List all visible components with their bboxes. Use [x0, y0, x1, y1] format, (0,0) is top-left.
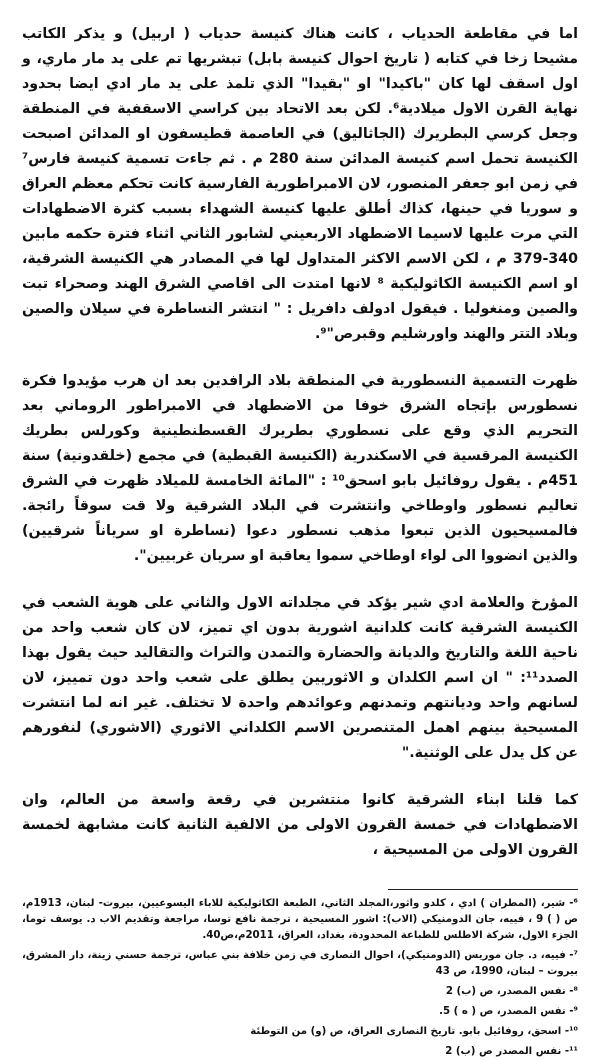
footnotes-list [22, 896, 578, 1060]
footnote-10: ¹⁰- اسحق، روفائيل بابو. تاريخ النصارى العراق، ص (و) من التوطئة [250, 1026, 578, 1037]
paragraph-hadiab-church: اما في مقاطعة الحدياب ، كانت هناك كنيسة حدياب ( اربيل) و يذكر الكاتب مشيحا زخا في كتابه ( تاريخ احوال كنيسة بابل) تبشريها تم على يد مار ماري، و اول اسقف لها كان "باكيدا" او "بقيدا" الذي تلمذ على يد مار ادي ايضا بحدود نهاية القرن الاول ميلادية⁶. لكن بعد الاتحاد بين كراسي الاسقفية في المنطقة وجعل كرسي البطريرك (الجاثاليق) في العاصمة قطيسفون او المدائن اصبحت الكنيسة تحمل اسم كنيسة المدائن سنة 280 م . ثم جاءت تسمية كنيسة فارس⁷ في زمن ابو جعفر المنصور، لان الامبراطورية الفارسية كانت تحكم معظم العراق و سوريا في حينها، كذاك أطلق عليها كنيسة الشهداء بسبب كثرة الاضطهادات التي مرت عليها لاسيما الاضطهاد الاربعيني لشابور الثاني اثناء فترة حكمه مابين 340-379 م ، لكن الاسم الاكثر المتداول لها في المصادر هي الكنيسة الشرقية، او اسم الكنيسة الكاثوليكية ⁸ لانها امتدت الى اقاصي الشرق الهند وصحراء تبت والصين ومنغوليا . فيقول ادولف دافريل : " انتشر النساطرة في سيلان والصين وبلاد التتر والهند واورشليم وقبرص"⁹. [22, 26, 579, 342]
paragraph-addai-sher: المؤرخ والعلامة ادي شير يؤكد في مجلداته الاول والثاني على هوية الشعب في الكنيسة الشرقية كانت كلدانية اشورية بدون اي تميز، لان كان شعب واحد من ناحية اللغة والتاريخ والديانة والحضارة والتمدن والتراث والتقاليد حيث يقول بهذا الصدد¹¹: " ان اسم الكلدان و الاثوريين يطلق على شعب واحد دون تمييز، لان لسانهم واحد وديانتهم وتمدنهم وعوائدهم واحدة لا تختلف. غير انه لما انتشرت المسيحية بينهم اهمل المتنصرين الاسم الكلداني الاثوري (الاشوري) لنفورهم عن كل يدل على الوثنية." [22, 595, 578, 761]
footnote-9: ⁹- نفس المصدر، ص ( ه ) 5. [439, 1006, 578, 1017]
footnote-6: ⁶- شير، (المطران ) ادي ، كلدو واثور،المجلد الثاني، الطبعة الكاثوليكية للاباء اليسوعيين، بيروت- لبنان، 1913م، ص ( ) 9 ، فييه، جان الدومنيكي (الاب): اشور المسيحية ، ترجمة نافع توسا، مراجعة وتقديم الاب د. يوسف توما، الجزء الاول، شركة الاطلس للطباعة المحدودة، بغداد، العراق، 2011م،ص40. [22, 898, 578, 941]
paragraph-persecutions: كما قلنا ابناء الشرقية كانوا منتشرين في رقعة واسعة من العالم، وان الاضطهادات في خمسة القرون الاولى من الالفية الثانية كانت مشابهة لخمسة القرون الاولى من المسيحية ، [22, 792, 578, 858]
paragraph-nestorian-naming: ظهرت التسمية النسطورية في المنطقة بلاد الرافدين بعد ان هرب مؤيدوا فكرة نسطورس بإتجاه الشرق خوفا من الاضطهاد في الامبراطور الروماني بعد التحريم الذي وقع على نسطوري بطريرك القسطنطينية وكورلس بطريك الكنيسة المرقسية في الاسكندرية (الكنيسة القبطية) في مجمع (خلقدونية) سنة 451م . يقول روفائيل بابو اسحق¹⁰ : "المائة الخامسة للميلاد ظهرت في الشرق تعاليم نسطور واوطاخي وانتشرت في البلاد الشرقية ولا قت سوقاً رائجة. فالمسيحيون الذين تبعوا مذهب نسطور دعوا (نساطرة او سرياناً شرقيين) والذين انضووا الى لواء اوطاخي سموا يعاقبة او سريان غربيين". [22, 373, 578, 564]
footnote-separator [388, 889, 578, 890]
footnote-8: ⁸- نفس المصدر، ص (ب) 2 [445, 986, 578, 997]
footnote-11: ¹¹- نفس المصدر ص (ب) 2 [445, 1046, 578, 1057]
footnote-7: ⁷- فييه، د. جان موريس (الدومنيكي)، احوال النصارى في زمن خلافة بني عباس، ترجمة حسني زينة، دار المشرق، بيروت – لبنان، 1990، ص 43 [22, 950, 578, 977]
